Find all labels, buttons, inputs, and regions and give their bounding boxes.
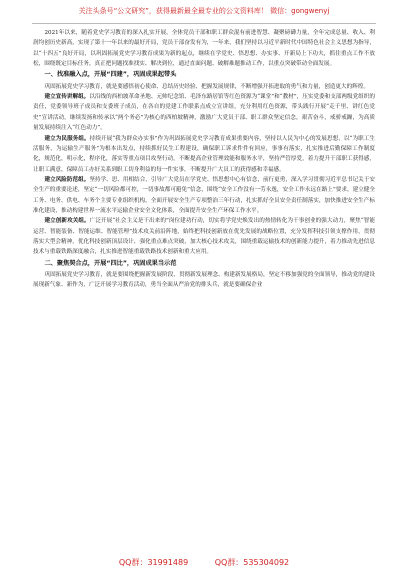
item-text: 以沿线的西柏坡革命圣地、元帅纪念馆、毛泽东路居馆等红色资源为“课堂”和“教材”，压实党委和支部两级党组织的责任，党委领导班子成员和支委班子成员，在各自的党建工作联系点成立宣讲组，充分利用红色资源，带头践行开展“走千里、讲红色党史”宣讲活动，继续发扬和传承以“两个务必”为核心的西柏坡精神，激励广大党员干部、职工群众坚定信念，艰苦奋斗，戒骄戒躁，为高质量发展持续注入“红色动力”。 <box>33 94 375 132</box>
document-body <box>33 28 375 548</box>
section-heading-1: 一、找准融入点，开展“四建”，巩固成果起带头 <box>44 71 177 79</box>
promo-text: 关注头条号“公文研究”，获得最新最全最专业的公文资料库！ 微信：gongwenyj <box>78 7 330 15</box>
item-label: 建立为民服务组。 <box>44 135 90 142</box>
item-propaganda <box>33 92 375 133</box>
footer-contact <box>0 557 408 573</box>
item-label: 建立创新攻关组。 <box>44 218 90 225</box>
item-text: 持续开展“我为群众办实事”作为巩固拓展党史学习教育成果重要内容，坚持以人民为中心的发展思想，以“为职工生活服务，为运输生产服务”为根本出发点，持续抓好民生工程建设，确保职工诉求件件有回应，事事有落实，扎实推进后勤保障工作制度化，规范化，明示化，程序化，落实等重点项目攻坚行动，不断提高企业管理效能和服务水平，坚持严管厚爱，着力提升干部职工获得感，让职工满意，保障员工办好关系到职工切身利益的每一件实事，不断提升广大员工的获得感和幸福感。 <box>33 135 375 173</box>
top-promo-banner <box>0 0 408 22</box>
item-text: 坚持学、思、用相结合，引导广大党员在学党史、悟思想中心有信念，前行更勇，深入学习贯彻习近平总书记关于安全生产的重要论述，坚定“一切风险都可控，一切事故都可避免”信念，围绕“安全工作没有一劳永逸，安全工作永远在路上”要求，建立健全工务、电务、供电、车务个主要专业组织机构，全面开展安全生产专项整治三年行动，扎实抓好全员安全责任制落实，加快推进安全生产标准化建设，推动构建世界一流水平运输企业安全文化体系，全面提升安全生产环保工作水平。 <box>33 176 375 214</box>
section-heading-2: 二、聚焦契合点，开展“四比”，巩固成果当示范 <box>44 259 177 267</box>
intro-paragraph: 2021年以来，随着党史学习教育的深入扎实开展，全体党员干部和职工群众混有前进智慧、凝聚磅礴力量，全年完成总量、收入、利润均创历史新高，实现了第十一年以来的最好开局，党员干部奋发有为，一年来，我们坚持以习近平新时代中国特色社会主义思想为指导，以“十四五”良好开局，以巩固拓展党史学习教育成果为新的起点，继续在学党史、悟思想、办实事、开新局上下功夫，抓住重点工作不放松，围绕既定目标任务，真正把问题找准找实、解决到位，通过直面问题、破解难题推动工作，以重点突破带动全面发展。 <box>33 30 375 68</box>
item-text: 广泛开展“社会主义是干出来的”岗位建功行动，切实将学党史焕发出的热情转化为干事创业的强大动力，聚焦“智能运营、智能装备、智能运维、智能管理”技术攻关前沿阵地，始终把科技创新放在优先发展的战略位置，充分发挥科技引领支撑作用，贯彻落实大型会精神，优化科技创新顶层设计，强化重点难点突破，加大核心技术攻关，围绕重载运输技术的创新能力提升，着力推动先进信息技术与重载铁路深度融合，扎实推进智能重载铁路技术创新和重大应用。 <box>33 218 375 256</box>
qq-group-2: QQ群：535304092 <box>214 558 290 567</box>
section-1-lead: 巩固拓展党史学习教育，就是要感悟初心使命、总结历史经验、把握发展规律，不断增强开拓进取的勇气和力量，创造更大的辉煌。 <box>44 83 369 90</box>
header-divider <box>32 23 376 24</box>
qq-group-1: QQ群：31991489 <box>118 558 189 567</box>
item-label: 建立宣传讲解组。 <box>44 94 90 101</box>
section-2-lead: 巩固拓展党史学习教育，就是要围绕把握新发展阶段，贯彻新发展理念、构建新发展格局，坚定不移加强党的全面领导，推动党的建设展现新气象、新作为，广泛开展学习教育活动，勇当全面从严治党的排头兵，就是要确保企业 <box>33 272 375 289</box>
item-service <box>33 134 375 175</box>
item-innovation <box>33 216 375 257</box>
item-risk <box>33 175 375 216</box>
item-label: 建立风险防范组。 <box>44 176 90 183</box>
